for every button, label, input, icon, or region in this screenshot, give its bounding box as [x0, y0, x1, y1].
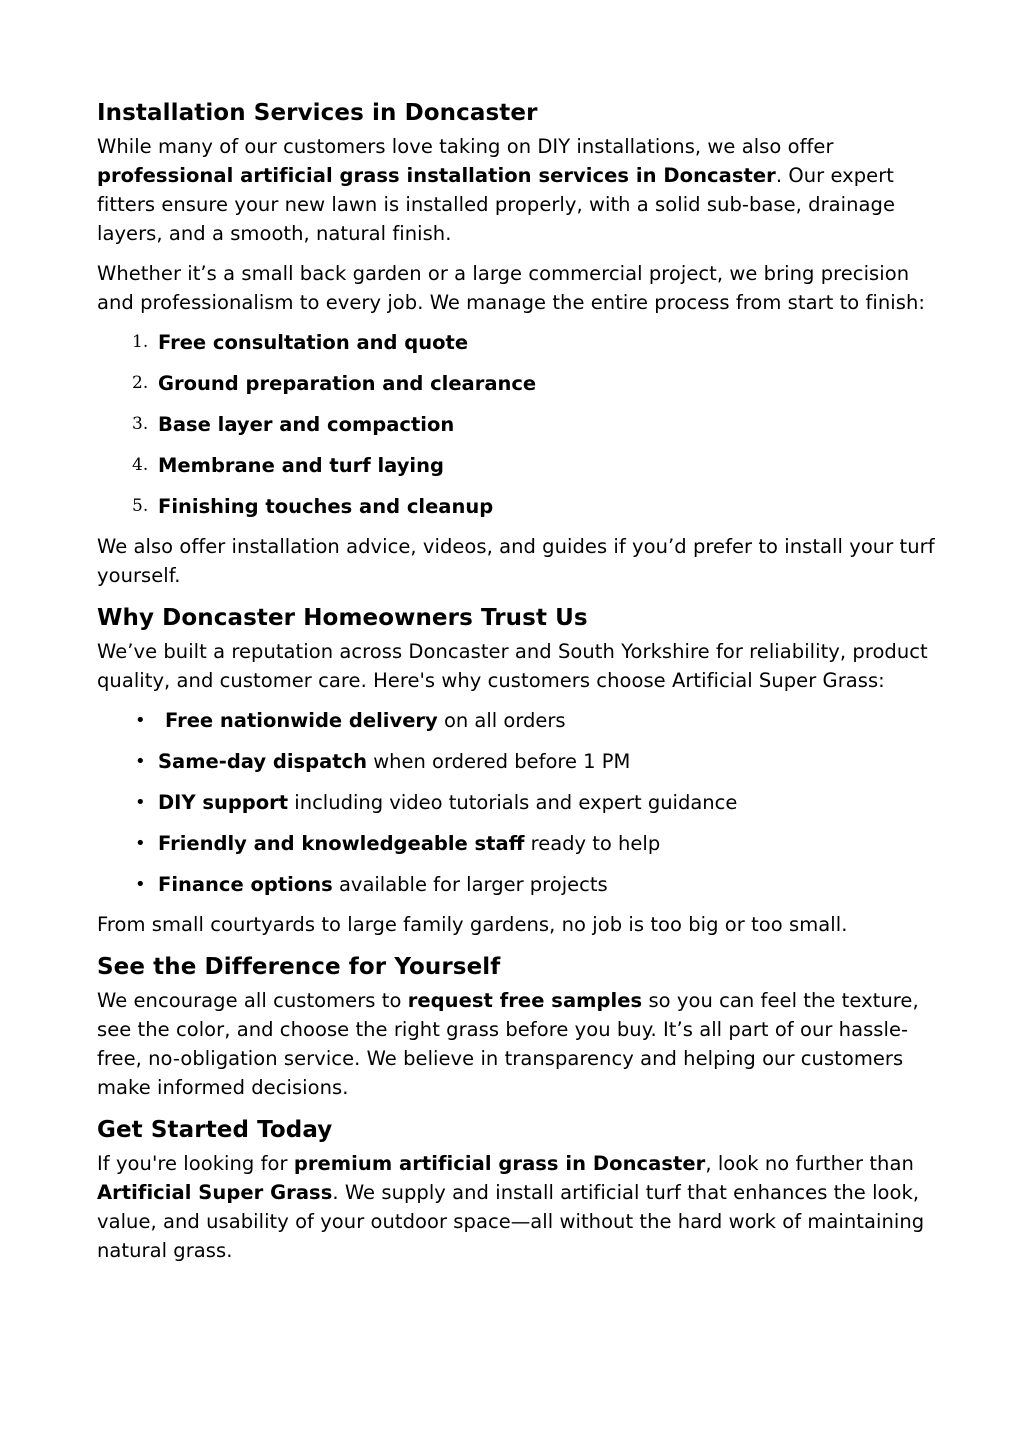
- list-item: 1. Free consultation and quote: [97, 328, 937, 357]
- bullet-icon: •: [135, 874, 146, 895]
- paragraph-installation-intro: While many of our customers love taking on DIY installations, we also offer professional artificial grass installation services in Doncaster. Our expert fitters ensure your new lawn is installed properly, with a solid sub-base, drainage layers, and a smooth, natural finish.: [97, 135, 896, 245]
- paragraph-trust-intro: We’ve built a reputation across Doncaster and South Yorkshire for reliability, product quality, and customer care. Here's why customers choose Artificial Super Grass:: [97, 640, 928, 692]
- paragraph-installation-scope: Whether it’s a small back garden or a large commercial project, we bring precision and professionalism to every job. We manage the entire process from start to finish:: [97, 262, 926, 314]
- heading-get-started: Get Started Today: [97, 1117, 333, 1143]
- bold-request-samples: request free samples: [407, 989, 643, 1012]
- list-item: • DIY support including video tutorials and expert guidance: [97, 788, 937, 817]
- paragraph-get-started: If you're looking for premium artificial grass in Doncaster, look no further than Artificial Super Grass. We supply and install artificial turf that enhances the look, value, and usability of your outdoor space—all without the hard work of maintaining natural grass.: [97, 1152, 925, 1262]
- bullet-icon: •: [135, 751, 146, 772]
- list-number: 1.: [132, 332, 149, 352]
- trust-reasons-list: [97, 706, 937, 899]
- list-item: 4. Membrane and turf laying: [97, 451, 937, 480]
- bullet-icon: •: [135, 710, 146, 731]
- list-item: • Free nationwide delivery on all orders: [97, 706, 937, 735]
- heading-trust-us: Why Doncaster Homeowners Trust Us: [97, 605, 588, 631]
- list-item: • Friendly and knowledgeable staff ready to help: [97, 829, 937, 858]
- list-item: 2. Ground preparation and clearance: [97, 369, 937, 398]
- paragraph-samples: We encourage all customers to request free samples so you can feel the texture, see the color, and choose the right grass before you buy. It’s all part of our hassle-free, no-obligation service. We believe in transparency and helping our customers make informed decisions.: [97, 989, 919, 1099]
- list-item: • Same-day dispatch when ordered before 1 PM: [97, 747, 937, 776]
- heading-installation-services: Installation Services in Doncaster: [97, 100, 538, 126]
- list-number: 3.: [132, 414, 149, 434]
- list-number: 5.: [132, 496, 149, 516]
- list-number: 4.: [132, 455, 149, 475]
- paragraph-trust-closing: From small courtyards to large family gardens, no job is too big or too small.: [97, 913, 848, 936]
- installation-steps-list: [97, 328, 937, 521]
- paragraph-installation-diy: We also offer installation advice, videos, and guides if you’d prefer to install your turf yourself.: [97, 535, 935, 587]
- bold-premium-grass: premium artificial grass in Doncaster: [293, 1152, 706, 1175]
- list-item: 3. Base layer and compaction: [97, 410, 937, 439]
- document-page: [97, 96, 937, 1276]
- list-item: 5. Finishing touches and cleanup: [97, 492, 937, 521]
- bold-professional-installation: professional artificial grass installation services in Doncaster: [97, 164, 776, 187]
- bullet-icon: •: [135, 833, 146, 854]
- bullet-icon: •: [135, 792, 146, 813]
- list-number: 2.: [132, 373, 149, 393]
- list-item: • Finance options available for larger projects: [97, 870, 937, 899]
- heading-see-difference: See the Difference for Yourself: [97, 954, 501, 980]
- bold-brand-name: Artificial Super Grass: [97, 1181, 333, 1204]
